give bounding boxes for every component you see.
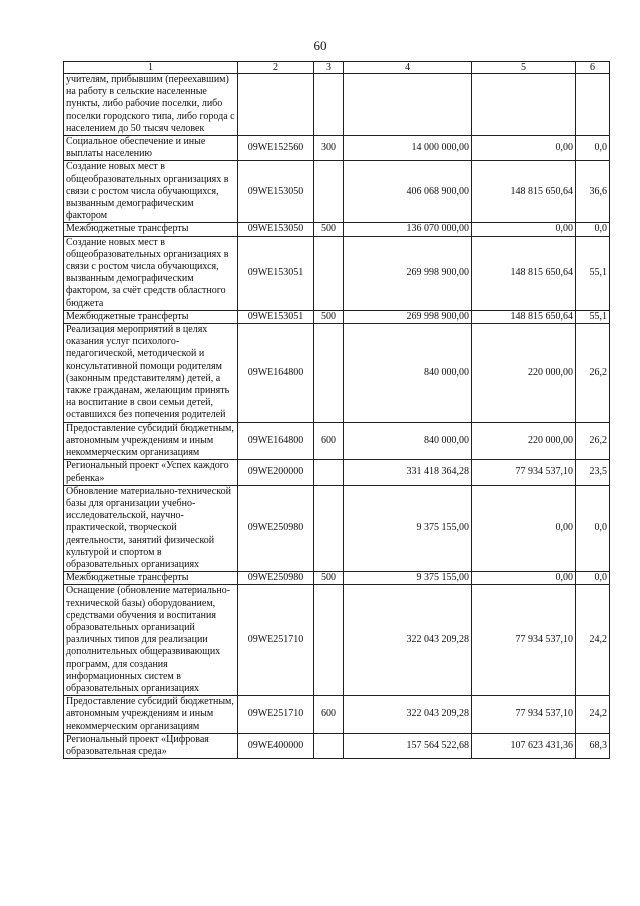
target-code-cell: 09WE200000	[238, 460, 314, 485]
item-name-cell: Предоставление субсидий бюджетным, автономным учреждениям и иным некоммерческим организациям	[64, 422, 238, 460]
item-name-cell: Обновление материально-технической базы для организации учебно-исследовательской, научно-практической, творческой деятельности, занятий физической культурой и спортом в образовательных организациях	[64, 485, 238, 571]
column-header: 4	[344, 62, 472, 74]
table-row	[64, 422, 610, 460]
execution-percent-cell: 24,2	[576, 696, 610, 734]
planned-amount-cell	[344, 74, 472, 136]
target-code-cell: 09WE251710	[238, 696, 314, 734]
executed-amount-cell: 148 815 650,64	[472, 161, 576, 223]
expense-type-cell	[314, 733, 344, 758]
planned-amount-cell: 840 000,00	[344, 422, 472, 460]
executed-amount-cell: 148 815 650,64	[472, 310, 576, 323]
table-row	[64, 585, 610, 696]
executed-amount-cell: 220 000,00	[472, 422, 576, 460]
item-name-cell: Социальное обеспечение и иные выплаты населению	[64, 136, 238, 161]
target-code-cell: 09WE153051	[238, 236, 314, 310]
executed-amount-cell: 77 934 537,10	[472, 585, 576, 696]
executed-amount-cell: 0,00	[472, 223, 576, 236]
item-name-cell: Межбюджетные трансферты	[64, 572, 238, 585]
expense-type-cell	[314, 236, 344, 310]
expense-type-cell: 600	[314, 696, 344, 734]
target-code-cell: 09WE153050	[238, 161, 314, 223]
column-header: 5	[472, 62, 576, 74]
planned-amount-cell: 14 000 000,00	[344, 136, 472, 161]
planned-amount-cell: 331 418 364,28	[344, 460, 472, 485]
executed-amount-cell: 107 623 431,36	[472, 733, 576, 758]
table-row	[64, 460, 610, 485]
column-header: 3	[314, 62, 344, 74]
execution-percent-cell: 0,0	[576, 223, 610, 236]
target-code-cell: 09WE250980	[238, 572, 314, 585]
table-row	[64, 236, 610, 310]
item-name-cell: Реализация мероприятий в целях оказания услуг психолого-педагогической, методической и консультативной помощи родителям (законным представителям) детей, а также гражданам, желающим принять на воспитание в свои семьи детей, оставшихся без попечения родителей	[64, 324, 238, 423]
target-code-cell: 09WE153051	[238, 310, 314, 323]
execution-percent-cell: 23,5	[576, 460, 610, 485]
expense-type-cell: 500	[314, 572, 344, 585]
planned-amount-cell: 269 998 900,00	[344, 236, 472, 310]
table-header-row	[64, 62, 610, 74]
column-header: 2	[238, 62, 314, 74]
table-row	[64, 572, 610, 585]
planned-amount-cell: 269 998 900,00	[344, 310, 472, 323]
expense-type-cell: 300	[314, 136, 344, 161]
executed-amount-cell: 0,00	[472, 136, 576, 161]
column-header: 1	[64, 62, 238, 74]
table-row	[64, 74, 610, 136]
planned-amount-cell: 406 068 900,00	[344, 161, 472, 223]
table-row	[64, 485, 610, 571]
item-name-cell: Предоставление субсидий бюджетным, автономным учреждениям и иным некоммерческим организациям	[64, 696, 238, 734]
executed-amount-cell: 77 934 537,10	[472, 696, 576, 734]
execution-percent-cell: 26,2	[576, 422, 610, 460]
item-name-cell: Создание новых мест в общеобразовательных организациях в связи с ростом числа обучающихся, вызванным демографическим фактором	[64, 161, 238, 223]
target-code-cell: 09WE400000	[238, 733, 314, 758]
planned-amount-cell: 157 564 522,68	[344, 733, 472, 758]
executed-amount-cell	[472, 74, 576, 136]
item-name-cell: учителям, прибывшим (переехавшим) на работу в сельские населенные пункты, либо рабочие поселки, либо поселки городского типа, либо города с населением до 50 тысяч человек	[64, 74, 238, 136]
target-code-cell: 09WE164800	[238, 422, 314, 460]
expense-type-cell	[314, 161, 344, 223]
target-code-cell: 09WE251710	[238, 585, 314, 696]
expense-type-cell: 500	[314, 223, 344, 236]
item-name-cell: Региональный проект «Цифровая образовательная среда»	[64, 733, 238, 758]
table-row	[64, 696, 610, 734]
execution-percent-cell: 36,6	[576, 161, 610, 223]
expense-type-cell: 600	[314, 422, 344, 460]
execution-percent-cell: 55,1	[576, 236, 610, 310]
planned-amount-cell: 322 043 209,28	[344, 585, 472, 696]
planned-amount-cell: 9 375 155,00	[344, 485, 472, 571]
planned-amount-cell: 322 043 209,28	[344, 696, 472, 734]
target-code-cell: 09WE250980	[238, 485, 314, 571]
planned-amount-cell: 840 000,00	[344, 324, 472, 423]
table-row	[64, 223, 610, 236]
table-row	[64, 310, 610, 323]
execution-percent-cell: 26,2	[576, 324, 610, 423]
table-row	[64, 324, 610, 423]
budget-execution-table	[63, 61, 610, 759]
execution-percent-cell: 68,3	[576, 733, 610, 758]
target-code-cell	[238, 74, 314, 136]
execution-percent-cell: 0,0	[576, 572, 610, 585]
item-name-cell: Оснащение (обновление материально-технической базы) оборудованием, средствами обучения и воспитания образовательных организаций различных типов для реализации дополнительных общеразвивающих программ, для создания информационных систем в образовательных организациях	[64, 585, 238, 696]
table-row	[64, 136, 610, 161]
expense-type-cell	[314, 460, 344, 485]
item-name-cell: Межбюджетные трансферты	[64, 223, 238, 236]
item-name-cell: Межбюджетные трансферты	[64, 310, 238, 323]
executed-amount-cell: 0,00	[472, 572, 576, 585]
planned-amount-cell: 9 375 155,00	[344, 572, 472, 585]
column-header: 6	[576, 62, 610, 74]
page-number: 60	[313, 38, 327, 53]
target-code-cell: 09WE152560	[238, 136, 314, 161]
item-name-cell: Региональный проект «Успех каждого ребенка»	[64, 460, 238, 485]
target-code-cell: 09WE153050	[238, 223, 314, 236]
executed-amount-cell: 220 000,00	[472, 324, 576, 423]
executed-amount-cell: 77 934 537,10	[472, 460, 576, 485]
execution-percent-cell	[576, 74, 610, 136]
execution-percent-cell: 24,2	[576, 585, 610, 696]
expense-type-cell	[314, 585, 344, 696]
executed-amount-cell: 0,00	[472, 485, 576, 571]
item-name-cell: Создание новых мест в общеобразовательных организациях в связи с ростом числа обучающихся, вызванным демографическим фактором, за счёт средств областного бюджета	[64, 236, 238, 310]
execution-percent-cell: 55,1	[576, 310, 610, 323]
table-row	[64, 161, 610, 223]
execution-percent-cell: 0,0	[576, 136, 610, 161]
execution-percent-cell: 0,0	[576, 485, 610, 571]
expense-type-cell	[314, 324, 344, 423]
expense-type-cell	[314, 74, 344, 136]
expense-type-cell	[314, 485, 344, 571]
table-row	[64, 733, 610, 758]
expense-type-cell: 500	[314, 310, 344, 323]
target-code-cell: 09WE164800	[238, 324, 314, 423]
planned-amount-cell: 136 070 000,00	[344, 223, 472, 236]
executed-amount-cell: 148 815 650,64	[472, 236, 576, 310]
